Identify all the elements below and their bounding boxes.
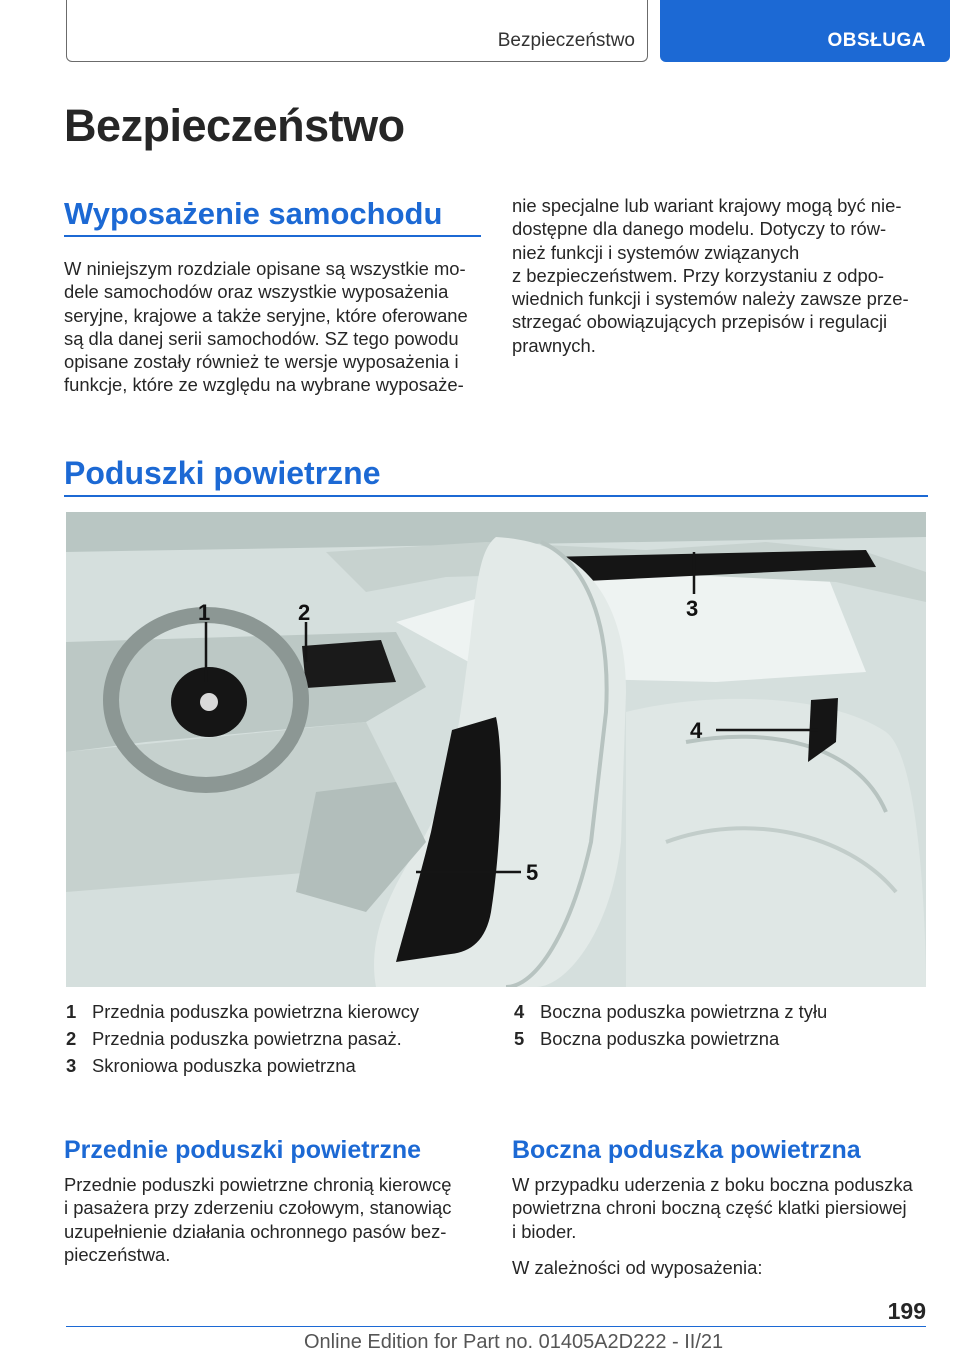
equipment-text-col2: nie specjalne lub wariant krajowy mogą być nie‐ dostępne dla danego modelu. Dotyczy to rów‐ nież funkcji i systemów związanych z bezpieczeństwem. Przy korzystaniu z odpo‐ wiednich funkcji i systemów należy zawsze prze‐ strzegać obowiązujących przepisów i regulacji prawnych. xyxy=(512,195,909,356)
callout-1: 1 xyxy=(198,600,211,625)
legend-item: 2 Przednia poduszka powietrzna pasaż. xyxy=(66,1028,402,1049)
callout-2: 2 xyxy=(298,600,311,625)
front-airbags-text: Przednie poduszki powietrzne chronią kierowcę i pasażera przy zderzeniu czołowym, stanowiąc uzupełnienie działania ochronnego pasów bez‐ pieczeństwa. xyxy=(64,1174,452,1265)
airbag-illustration xyxy=(66,512,926,987)
section-title-airbags: Poduszki powietrzne xyxy=(64,455,381,491)
subtitle-front-airbags: Przednie poduszki powietrzne xyxy=(64,1136,421,1164)
legend-item: 5 Boczna poduszka powietrzna xyxy=(514,1028,780,1049)
section-tab-label: Bezpieczeństwo xyxy=(497,30,635,51)
legend-item: 4 Boczna poduszka powietrzna z tyłu xyxy=(514,1001,828,1022)
page-number: 199 xyxy=(887,1298,926,1324)
legend-item: 3 Skroniowa poduszka powietrzna xyxy=(66,1055,356,1076)
footer-rule xyxy=(66,1326,926,1327)
callout-3: 3 xyxy=(686,596,699,621)
chapter-tab[interactable] xyxy=(660,0,950,62)
section-tab[interactable] xyxy=(66,0,648,62)
figure-legend-left xyxy=(66,1001,486,1082)
section-rule xyxy=(64,235,481,237)
equipment-text-col1: W niniejszym rozdziale opisane są wszystkie mo‐ dele samochodów oraz wszystkie wyposażenia seryjne, krajowe a także seryjne, które oferowane są dla danej serii samochodów. SZ tego powodu opisane zostały również te wersje wyposażenia i funkcje, które ze względu na wybrane wyposaże‐ xyxy=(64,258,468,396)
subtitle-side-airbag: Boczna poduszka powietrzna xyxy=(512,1136,861,1164)
callout-4: 4 xyxy=(690,718,703,743)
section-rule xyxy=(64,495,928,497)
side-airbag-text: W przypadku uderzenia z boku boczna poduszka powietrzna chroni boczną część klatki piersiowej i bioder. xyxy=(512,1174,913,1242)
page-title: Bezpieczeństwo xyxy=(64,100,405,151)
footer-edition: Online Edition for Part no. 01405A2D222 - II/21 xyxy=(304,1331,724,1353)
figure-legend-right xyxy=(514,1001,934,1055)
callout-5: 5 xyxy=(526,860,539,885)
chapter-tab-label: OBSŁUGA xyxy=(827,30,926,51)
legend-item: 1 Przednia poduszka powietrzna kierowcy xyxy=(66,1001,420,1022)
side-airbag-equipment-note: W zależności od wyposażenia: xyxy=(512,1257,763,1278)
section-title-equipment: Wyposażenie samochodu xyxy=(64,196,443,231)
